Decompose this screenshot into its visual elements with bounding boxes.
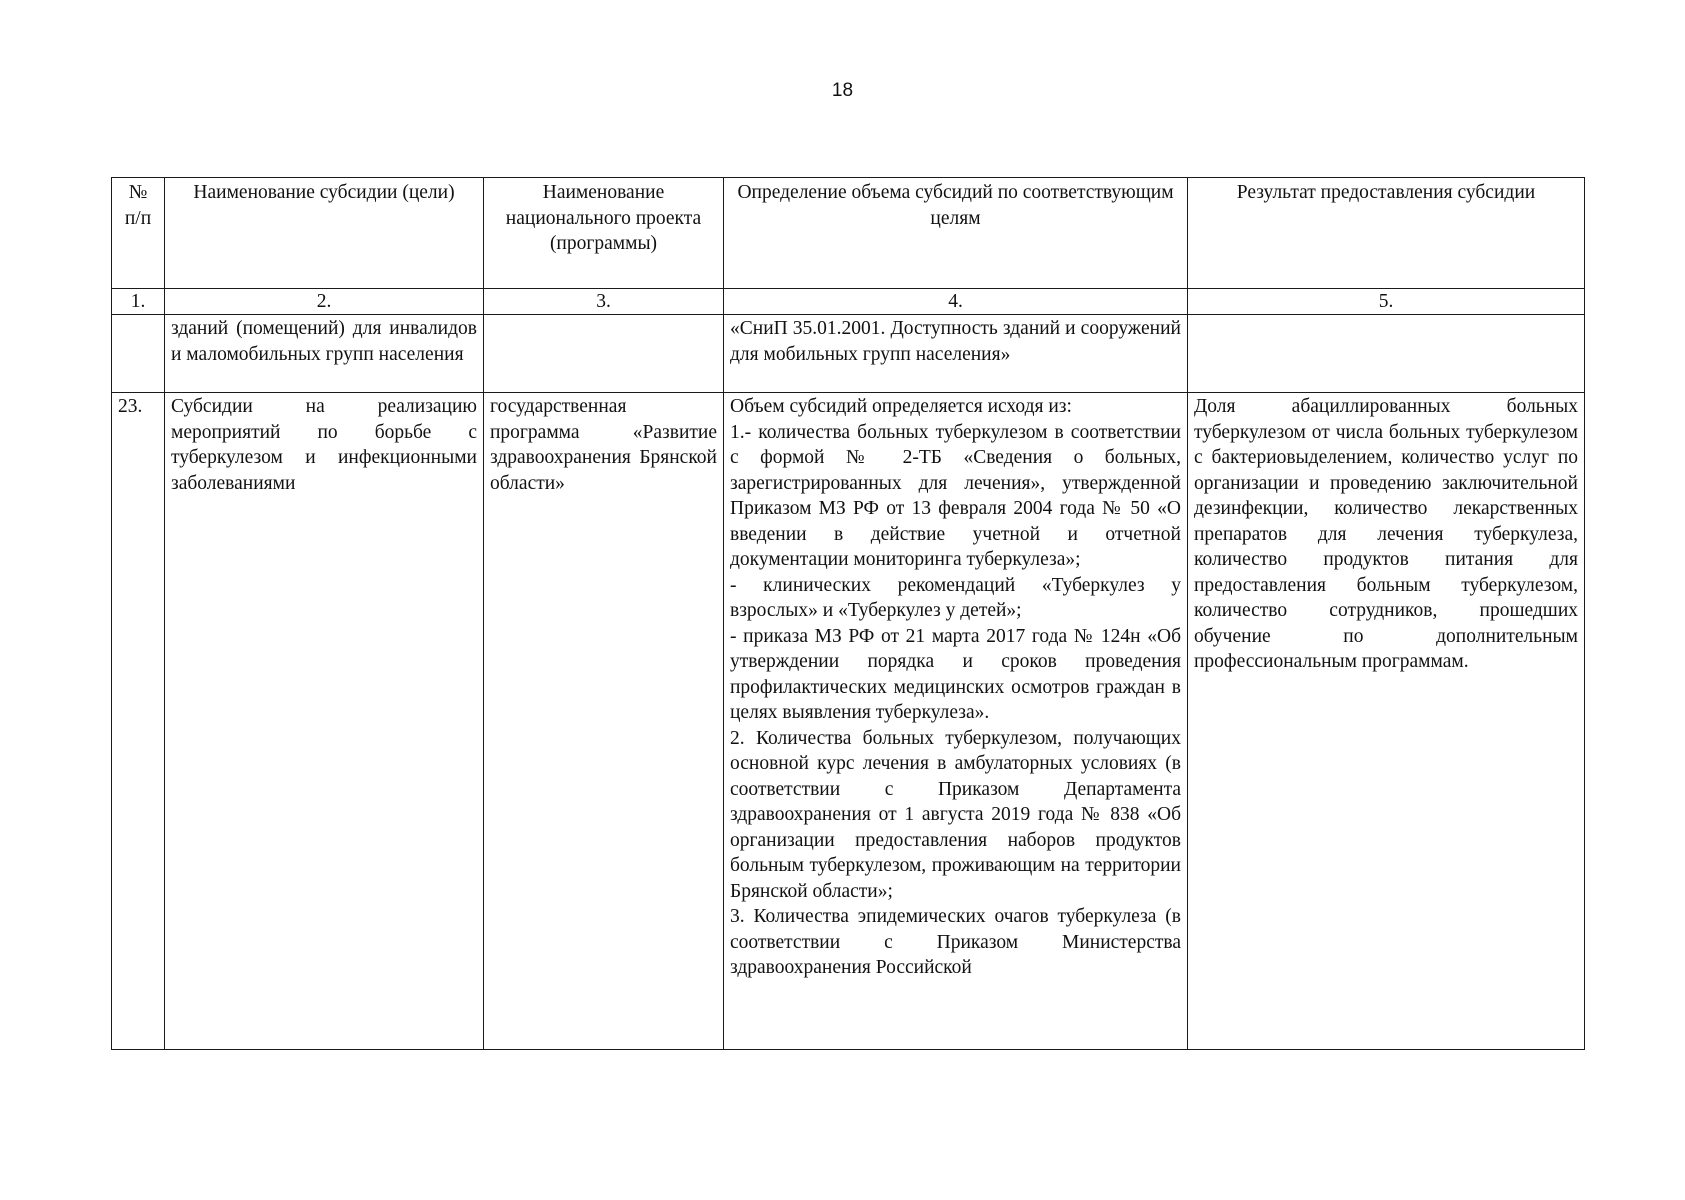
header-number: № п/п [112, 178, 165, 289]
volume-paragraph: 1.- количества больных туберкулезом в соответствии с формой № 2-ТБ «Сведения о больных, зарегистрированных для лечения», утвержденной Приказом МЗ РФ от 13 февраля 2004 года № 50 «О введении в действие учетной и отчетной документации мониторинга туберкулеза»; [730, 421, 1181, 570]
header-volume-definition: Определение объема субсидий по соответствующим целям [724, 178, 1188, 289]
table-row [112, 315, 1585, 393]
subsidy-table [111, 177, 1585, 1050]
program-cell [484, 315, 724, 393]
volume-cell [724, 393, 1188, 1050]
table-row [112, 393, 1585, 1050]
row-number-cell [112, 315, 165, 393]
volume-paragraph: - клинических рекомендаций «Туберкулез у взрослых» и «Туберкулез у детей»; [730, 574, 1181, 621]
volume-cell: «СниП 35.01.2001. Доступность зданий и сооружений для мобильных групп населения» [724, 315, 1188, 393]
volume-paragraph: 2. Количества больных туберкулезом, получающих основной курс лечения в амбулаторных условиях (в соответствии с Приказом Департамента здравоохранения от 1 августа 2019 года № 838 «Об организации предоставления наборов продуктов больным туберкулезом, проживающим на территории Брянской области»; [730, 727, 1181, 902]
column-number: 2. [165, 289, 484, 315]
column-number: 4. [724, 289, 1188, 315]
column-number: 3. [484, 289, 724, 315]
subsidy-name-cell: зданий (помещений) для инвалидов и маломобильных групп населения [165, 315, 484, 393]
page-number: 18 [831, 80, 854, 101]
program-cell: государственная программа «Развитие здравоохранения Брянской области» [484, 393, 724, 1050]
volume-paragraph: 3. Количества эпидемических очагов туберкулеза (в соответствии с Приказом Министерства здравоохранения Российской [730, 906, 1181, 978]
row-number-cell: 23. [112, 393, 165, 1050]
column-number-row [112, 289, 1585, 315]
header-result: Результат предоставления субсидии [1188, 178, 1585, 289]
column-number: 5. [1188, 289, 1585, 315]
result-cell [1188, 315, 1585, 393]
header-subsidy-name: Наименование субсидии (цели) [165, 178, 484, 289]
volume-paragraph: - приказа МЗ РФ от 21 марта 2017 года № 124н «Об утверждении порядка и сроков проведения профилактических медицинских осмотров граждан в целях выявления туберкулеза». [730, 625, 1181, 723]
table-header-row [112, 178, 1585, 289]
header-national-project: Наименование национального проекта (программы) [484, 178, 724, 289]
column-number: 1. [112, 289, 165, 315]
volume-paragraph: Объем субсидий определяется исходя из: [730, 396, 1072, 417]
result-cell: Доля абациллированных больных туберкулезом от числа больных туберкулезом с бактериовыделением, количество услуг по организации и проведению заключительной дезинфекции, количество лекарственных препаратов для лечения туберкулеза, количество продуктов питания для предоставления больным туберкулезом, количество сотрудников, прошедших обучение по дополнительным профессиональным программам. [1188, 393, 1585, 1050]
subsidy-name-cell: Субсидии на реализацию мероприятий по борьбе с туберкулезом и инфекционными заболеваниями [165, 393, 484, 1050]
